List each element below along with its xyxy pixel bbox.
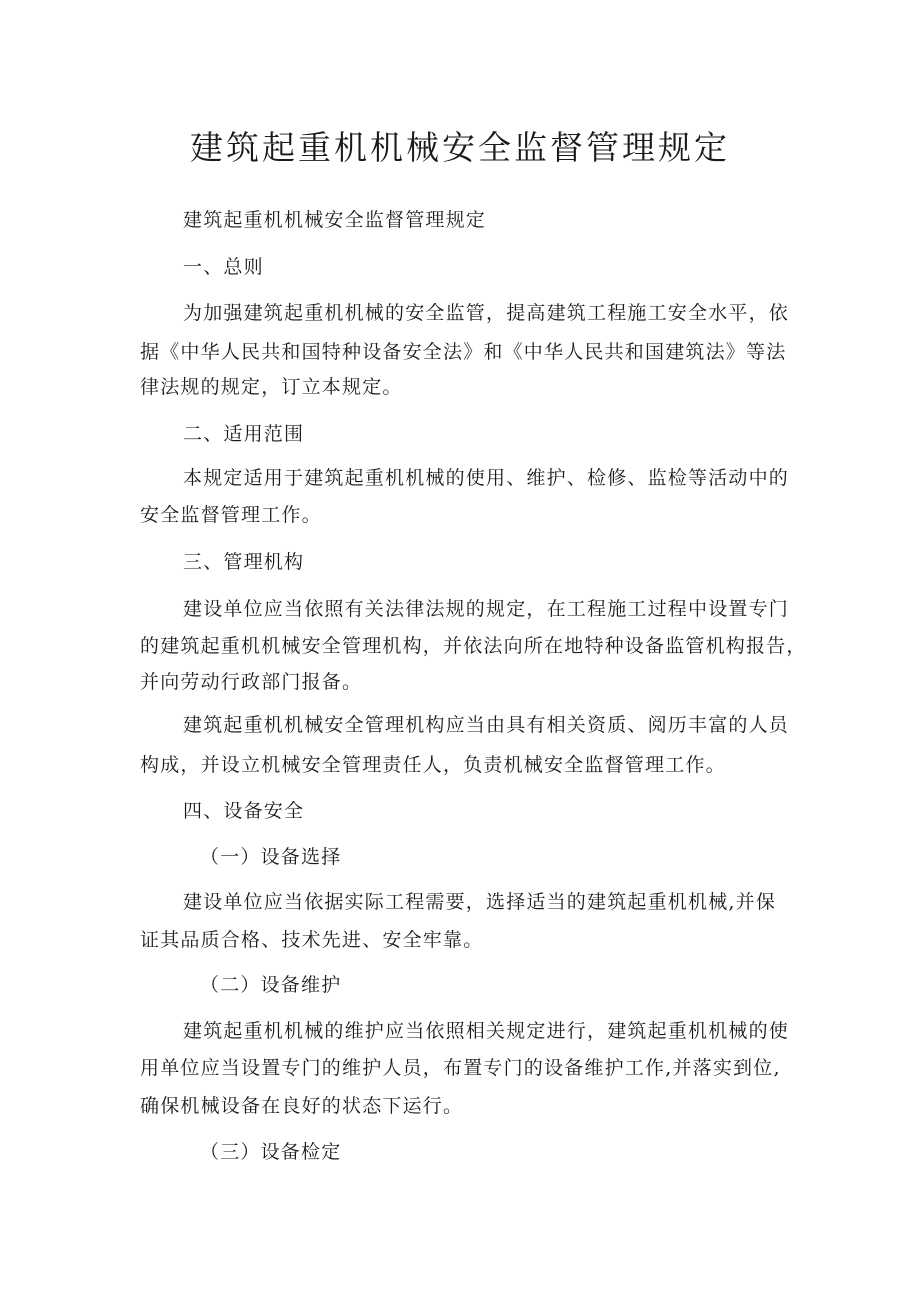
subsection-heading-selection: （一）设备选择 <box>200 846 342 868</box>
document-title: 建筑起重机机械安全监督管理规定 <box>190 128 730 167</box>
paragraph-line: 建筑起重机机械安全管理机构应当由具有相关资质、阅历丰富的人员 <box>183 714 790 736</box>
section-heading-equipment: 四、设备安全 <box>183 800 305 822</box>
paragraph-line: 律法规的规定，订立本规定。 <box>140 376 403 398</box>
paragraph-line: 证其品质合格、技术先进、安全牢靠。 <box>140 929 484 951</box>
subsection-heading-inspection: （三）设备检定 <box>200 1141 342 1163</box>
paragraph-line: 建设单位应当依据实际工程需要，选择适当的建筑起重机机械,并保 <box>183 891 777 913</box>
paragraph-line: 确保机械设备在良好的状态下运行。 <box>140 1095 464 1117</box>
paragraph-line: 安全监督管理工作。 <box>140 504 322 526</box>
subtitle-line: 建筑起重机机械安全监督管理规定 <box>183 209 487 231</box>
paragraph-line: 建设单位应当依照有关法律法规的规定，在工程施工过程中设置专门 <box>183 598 790 620</box>
section-heading-general: 一、总则 <box>183 256 264 278</box>
paragraph-line: 据《中华人民共和国特种设备安全法》和《中华人民共和国建筑法》等法 <box>140 341 787 363</box>
section-heading-management: 三、管理机构 <box>183 551 305 573</box>
paragraph-line: 建筑起重机机械的维护应当依照相关规定进行，建筑起重机机械的使 <box>183 1020 790 1042</box>
paragraph-line: 的建筑起重机机械安全管理机构，并依法向所在地特种设备监管机构报告， <box>140 635 807 657</box>
paragraph-line: 为加强建筑起重机机械的安全监管，提高建筑工程施工安全水平，依 <box>183 302 790 324</box>
subsection-heading-maintenance: （二）设备维护 <box>200 974 342 996</box>
paragraph-line: 本规定适用于建筑起重机机械的使用、维护、检修、监检等活动中的 <box>183 467 790 489</box>
paragraph-line: 用单位应当设置专门的维护人员，布置专门的设备维护工作,并落实到位, <box>140 1057 781 1079</box>
paragraph-line: 并向劳动行政部门报备。 <box>140 671 363 693</box>
paragraph-line: 构成，并设立机械安全管理责任人，负责机械安全监督管理工作。 <box>140 754 726 776</box>
section-heading-scope: 二、适用范围 <box>183 423 305 445</box>
